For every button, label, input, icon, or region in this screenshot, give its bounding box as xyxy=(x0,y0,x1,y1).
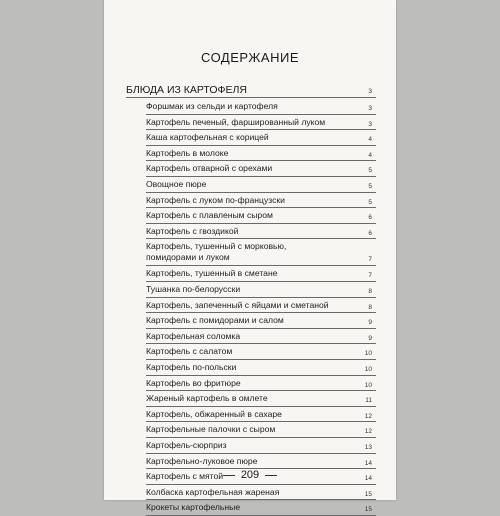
toc-entry-title: Картофель отварной с орехами xyxy=(146,163,273,174)
toc-entry-page-number: 5 xyxy=(368,167,372,175)
toc-entry-title: Картофель с салатом xyxy=(146,346,233,357)
toc-entry-page-number: 15 xyxy=(364,490,372,498)
toc-entry-rule xyxy=(146,437,376,438)
toc-entry-page-number: 7 xyxy=(368,272,372,280)
toc-entry-rule xyxy=(146,114,376,115)
toc-entry-rule xyxy=(146,406,376,407)
toc-entry-title: Картофель в молоке xyxy=(146,147,229,158)
toc-entry-rule xyxy=(146,297,376,298)
toc-entry xyxy=(104,440,396,454)
toc-entry-page-number: 4 xyxy=(368,151,372,159)
toc-entry-title: Картофель во фритюре xyxy=(146,377,241,388)
toc-entry-title: Картофель, тушенный в сметане xyxy=(146,268,278,279)
toc-entry xyxy=(104,393,396,407)
toc-entry-rule xyxy=(146,207,376,208)
toc-entry-rule xyxy=(146,421,376,422)
toc-entry xyxy=(104,331,396,345)
toc-entry xyxy=(104,346,396,360)
toc-entry xyxy=(104,502,396,516)
toc-entry-page-number: 3 xyxy=(368,120,372,128)
toc-entry-title: Картофель печеный, фаршированный луком xyxy=(146,116,326,127)
toc-entry xyxy=(104,163,396,177)
book-page xyxy=(104,0,396,514)
toc-entry-title: помидорами и луком xyxy=(146,252,230,263)
toc-entry-page-number: 5 xyxy=(368,183,372,190)
toc-entry-title: Картофель с гвоздикой xyxy=(146,225,239,236)
toc-entry xyxy=(104,284,396,298)
toc-entry-rule xyxy=(146,238,376,239)
toc-entry xyxy=(104,117,396,131)
toc-entry-rule xyxy=(146,145,376,146)
toc-entry-page-number: 6 xyxy=(368,214,372,222)
toc-entry-page-number: 9 xyxy=(368,334,372,342)
toc-entry-title: Картофель с мятой xyxy=(146,471,224,482)
toc-entry-title: Крокеты картофельные xyxy=(146,502,241,513)
toc-entry-page-number: 8 xyxy=(368,303,372,311)
toc-entry-title: Картофельная соломка xyxy=(146,330,241,341)
toc-entry-rule xyxy=(146,223,376,224)
toc-entry-title: Картофель по-польски xyxy=(146,362,237,372)
toc-entry-page-number: 11 xyxy=(365,397,372,405)
toc-entry-page-number: 14 xyxy=(364,459,372,467)
page-number: 209 xyxy=(240,469,260,481)
toc-entry-rule xyxy=(146,484,376,485)
toc-entry xyxy=(104,300,396,314)
section-page-number: 3 xyxy=(368,88,372,95)
toc-entry-page-number: 12 xyxy=(364,428,372,436)
toc-entry-rule xyxy=(146,375,376,376)
toc-entry-rule xyxy=(146,176,376,177)
toc-entry-title: Картофель с луком по-французски xyxy=(146,194,285,205)
toc-entry-title: Картофельные палочки с сыром xyxy=(146,424,276,435)
toc-entry-page-number: 9 xyxy=(368,319,372,327)
toc-entry-page-number: 10 xyxy=(364,366,372,373)
toc-entry-page-number: 12 xyxy=(364,412,372,420)
toc-entry-title: Картофель-сюрприз xyxy=(146,440,227,450)
toc-entry-title: Картофель, обжаренный в сахаре xyxy=(146,408,282,419)
toc-entry-title: Картофель с помидорами и салом xyxy=(146,315,284,326)
toc-entry-rule xyxy=(146,453,376,454)
toc-entry-rule xyxy=(146,390,376,391)
page-title: СОДЕРЖАНИЕ xyxy=(200,50,299,65)
toc-list xyxy=(104,0,396,514)
toc-entry xyxy=(104,409,396,423)
toc-entry-page-number: 14 xyxy=(364,475,372,483)
toc-entry-page-number: 10 xyxy=(364,381,372,389)
toc-entry-title: Колбаска картофельная жареная xyxy=(146,486,280,497)
toc-entry xyxy=(104,362,396,376)
toc-entry xyxy=(104,456,396,470)
toc-entry xyxy=(104,268,396,282)
toc-entry-title: Картофель с плавленым сыром xyxy=(146,210,273,221)
toc-entry-rule xyxy=(146,312,376,313)
toc-entry xyxy=(104,148,396,162)
toc-entry-page-number: 13 xyxy=(364,444,372,451)
toc-entry xyxy=(104,424,396,438)
toc-entry xyxy=(104,179,396,193)
toc-entry xyxy=(104,226,396,240)
toc-entry-page-number: 6 xyxy=(368,229,372,237)
toc-entry-title: Форшмак из сельди и картофеля xyxy=(146,101,278,111)
toc-entry-title: Картофель, запеченный с яйцами и сметаной xyxy=(146,299,329,310)
toc-entry xyxy=(104,101,396,115)
toc-entry xyxy=(104,378,396,392)
toc-entry-title: Жареный картофель в омлете xyxy=(146,393,268,404)
toc-entry-title: Тушанка по-белорусски xyxy=(146,284,241,294)
toc-entry-title: Овощное пюре xyxy=(146,179,207,189)
toc-entry-rule xyxy=(146,129,376,130)
toc-entry-rule xyxy=(146,160,376,161)
toc-entry xyxy=(104,210,396,224)
toc-entry-page-number: 4 xyxy=(368,136,372,144)
toc-entry-rule xyxy=(146,192,376,193)
toc-entry-page-number: 3 xyxy=(368,105,372,112)
toc-entry-title: Картофельно-луковое пюре xyxy=(146,455,258,466)
toc-entry-rule xyxy=(146,281,376,282)
toc-entry-page-number: 7 xyxy=(368,256,372,264)
toc-entry-page-number: 5 xyxy=(368,198,372,206)
toc-entry xyxy=(104,315,396,329)
page-footer xyxy=(104,469,396,481)
toc-entry-page-number: 8 xyxy=(368,288,372,295)
toc-entry xyxy=(104,487,396,501)
toc-entry-rule xyxy=(146,359,376,360)
toc-entry-rule xyxy=(146,328,376,329)
toc-entry-page-number: 10 xyxy=(364,350,372,358)
toc-entry xyxy=(104,195,396,209)
toc-entry-rule xyxy=(146,265,376,266)
footer-dash-left xyxy=(223,475,235,476)
toc-entry-title: Картофель, тушенный с морковью, xyxy=(146,241,287,252)
footer-dash-right xyxy=(265,475,277,476)
toc-entry xyxy=(104,241,396,266)
section-title: БЛЮДА ИЗ КАРТОФЕЛЯ xyxy=(126,84,247,96)
toc-entry-rule xyxy=(146,343,376,344)
toc-entry-title: Каша картофельная с корицей xyxy=(146,132,269,143)
toc-entry xyxy=(104,132,396,146)
toc-entry-page-number: 15 xyxy=(364,506,372,514)
